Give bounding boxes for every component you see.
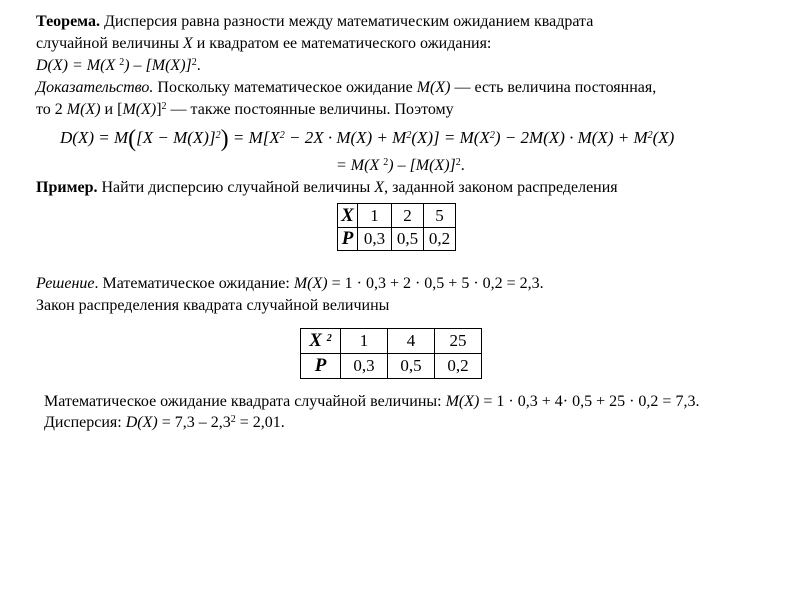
expectation-square-line: Математическое ожидание квадрата случайной величины: M(X) = 1 · 0,3 + 4· 0,5 + 25 · 0,2 = 7,3. [44,393,700,410]
distribution-table-x [337,203,456,251]
theorem-label: Теорема. [36,13,100,30]
table-row: P 0,3 0,5 0,2 [338,228,456,251]
theorem-text: Дисперсия равна разности между математическим ожиданием квадрата [99,13,594,30]
theorem-line-2: случайной величины X и квадратом ее математического ожидания: [36,35,492,52]
formula-result: = M(X $^2) - [M(X)]^2$. [336,157,465,174]
squared-law-line: Закон распределения квадрата случайной величины [36,297,390,314]
example-label: Пример. [36,179,98,196]
variance-definition: D(X) = M(X $^2) - [M(X)]^2$. [36,57,201,74]
proof-label: Доказательство. [36,79,154,96]
solution-label: Решение [36,275,95,292]
proof-line-1: Доказательство. Поскольку математическое ожидание M(X) — есть величина постоянная, [36,79,657,96]
solution-line: Решение. Математическое ожидание: M(X) = 1 · 0,3 + 2 · 0,5 + 5 · 0,2 = 2,3. [36,275,544,292]
table-row: X $^2$ 1 4 25 [301,329,482,354]
proof-formula: $D(X) = M([X - M(X)]^2) = M[X^2 - 2X \cdot M(X) + M^2(X)] = M(X^2) - 2M(X) \cdot M(X) + M^2(X)$ [60,126,675,152]
example-line: Пример. Найти дисперсию случайной величины X, заданной законом распределения [36,179,618,196]
distribution-table-x-squared [300,328,482,379]
table-row: P 0,3 0,5 0,2 [301,354,482,379]
variance-result-line: Дисперсия: $D(X) = 7,3 - 2,3^2 = 2,01$. [44,414,285,431]
table-row: X 1 2 5 [338,204,456,228]
theorem-line-1 [36,12,593,32]
proof-line-2: то 2 M(X) и $[M(X)]^2$ — также постоянные величины. Поэтому [36,101,454,118]
